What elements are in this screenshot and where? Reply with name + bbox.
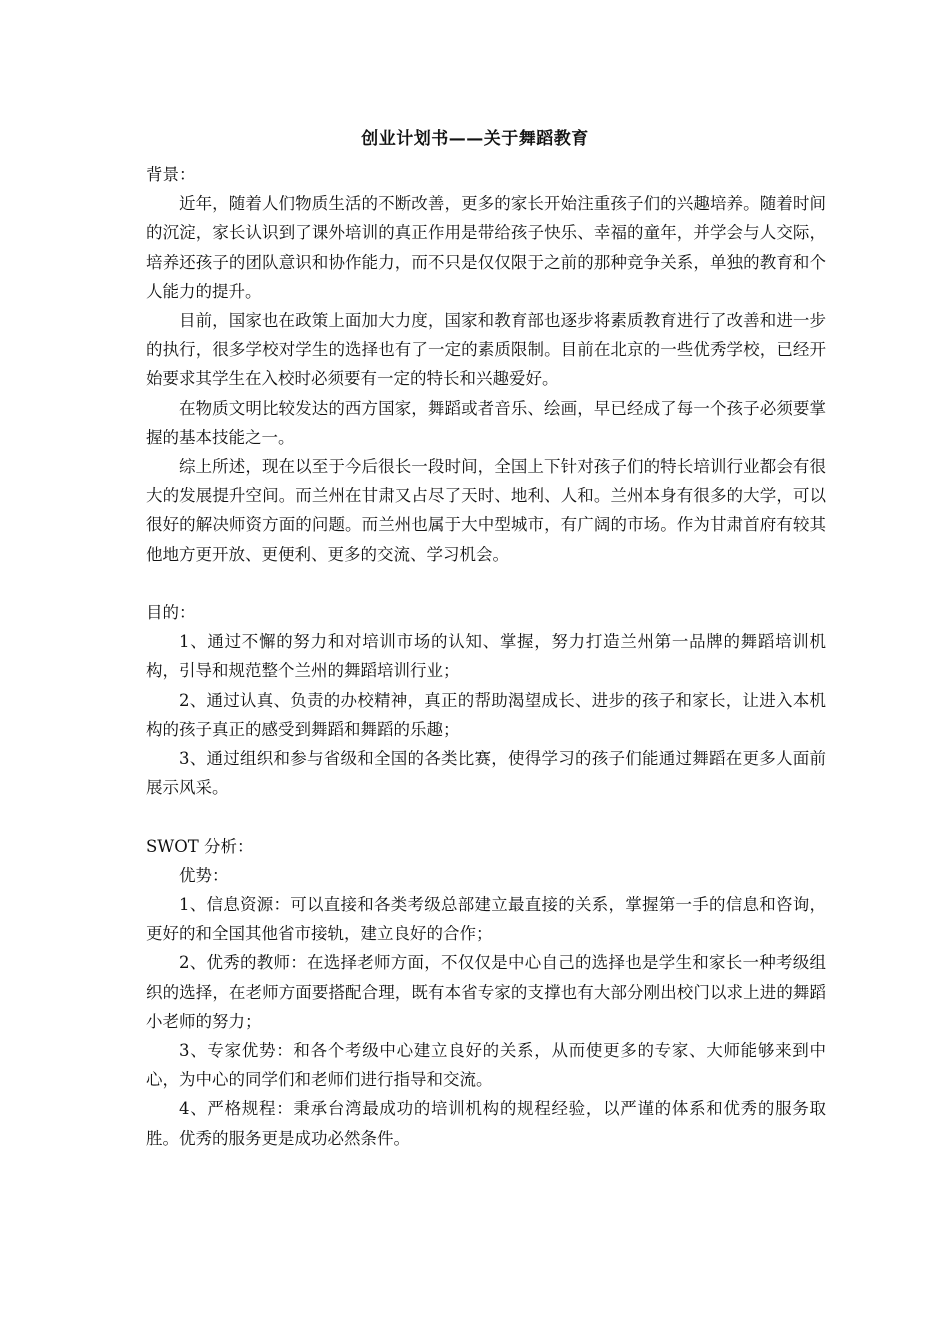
swot-strength-item: 1、信息资源：可以直接和各类考级总部建立最直接的关系，掌握第一手的信息和咨询，更好的和全国其他省市接轨，建立良好的合作； xyxy=(146,895,826,944)
swot-strength-item: 3、专家优势：和各个考级中心建立良好的关系，从而使更多的专家、大师能够来到中心，为中心的同学们和老师们进行指导和交流。 xyxy=(146,1041,826,1090)
background-heading: 背景： xyxy=(146,165,196,184)
background-paragraph: 目前，国家也在政策上面加大力度，国家和教育部也逐步将素质教育进行了改善和进一步的执行，很多学校对学生的选择也有了一定的素质限制。目前在北京的一些优秀学校，已经开始要求其学生在入校时必须要有一定的特长和兴趣爱好。 xyxy=(146,311,826,389)
swot-heading: SWOT 分析： xyxy=(146,836,254,856)
purpose-item: 2、通过认真、负责的办校精神，真正的帮助渴望成长、进步的孩子和家长，让进入本机构的孩子真正的感受到舞蹈和舞蹈的乐趣； xyxy=(146,690,826,739)
section-spacer xyxy=(146,569,826,598)
background-paragraph: 在物质文明比较发达的西方国家，舞蹈或者音乐、绘画，早已经成了每一个孩子必须要掌握的基本技能之一。 xyxy=(146,398,826,447)
background-paragraph: 近年，随着人们物质生活的不断改善，更多的家长开始注重孩子们的兴趣培养。随着时间的沉淀，家长认识到了课外培训的真正作用是带给孩子快乐、幸福的童年，并学会与人交际，培养还孩子的团队意识和协作能力，而不只是仅仅限于之前的那种竞争关系，单独的教育和个人能力的提升。 xyxy=(146,194,826,301)
swot-strength-item: 2、优秀的教师：在选择老师方面，不仅仅是中心自己的选择也是学生和家长一种考级组织的选择，在老师方面要搭配合理，既有本省专家的支撑也有大部分刚出校门以求上进的舞蹈小老师的努力； xyxy=(146,953,826,1031)
document-body xyxy=(146,160,826,1153)
purpose-heading: 目的： xyxy=(146,603,196,623)
section-spacer xyxy=(146,802,826,831)
purpose-item: 1、通过不懈的努力和对培训市场的认知、掌握，努力打造兰州第一品牌的舞蹈培训机构，引导和规范整个兰州的舞蹈培训行业； xyxy=(146,632,826,681)
swot-strengths-subheading: 优势： xyxy=(179,865,229,885)
purpose-item: 3、通过组织和参与省级和全国的各类比赛，使得学习的孩子们能通过舞蹈在更多人面前展示风采。 xyxy=(146,749,826,798)
swot-strength-item: 4、严格规程：秉承台湾最成功的培训机构的规程经验，以严谨的体系和优秀的服务取胜。优秀的服务更是成功必然条件。 xyxy=(146,1099,826,1148)
document-title: 创业计划书——关于舞蹈教育 xyxy=(361,129,589,149)
background-paragraph: 综上所述，现在以至于今后很长一段时间，全国上下针对孩子们的特长培训行业都会有很大的发展提升空间。而兰州在甘肃又占尽了天时、地利、人和。兰州本身有很多的大学，可以很好的解决师资方面的问题。而兰州也属于大中型城市，有广阔的市场。作为甘肃首府有较其他地方更开放、更便利、更多的交流、学习机会。 xyxy=(146,457,826,564)
